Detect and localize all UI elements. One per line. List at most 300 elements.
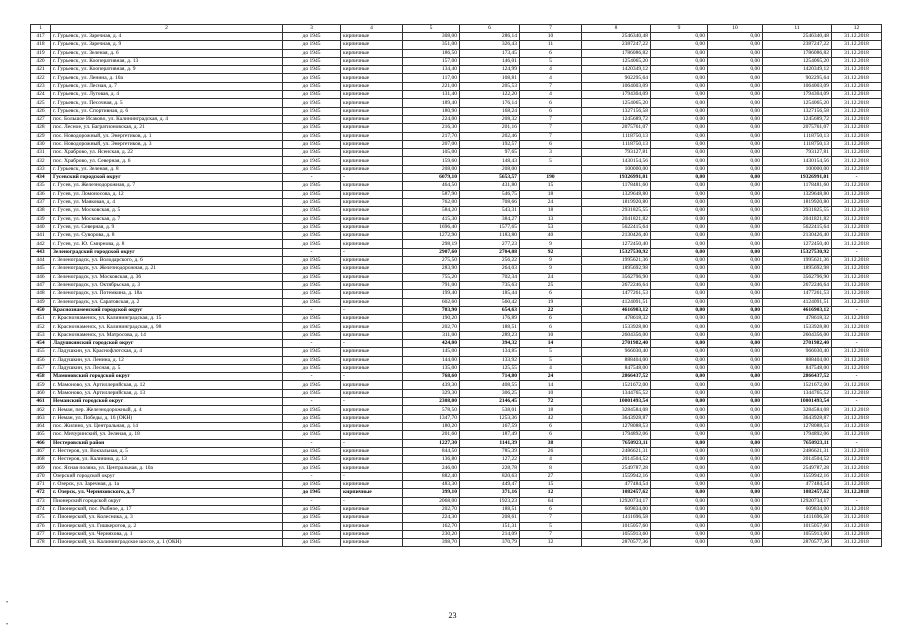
- table-row: [31, 356, 882, 364]
- table-cell: 450: [31, 306, 51, 314]
- table-cell: г. Гурьевск, ул. Зеленая, д. 8: [51, 165, 283, 173]
- table-cell: 24: [520, 273, 582, 281]
- table-cell: 464: [31, 422, 51, 430]
- table-cell: 0,00: [651, 505, 708, 513]
- table-cell: до 1945: [283, 406, 341, 414]
- table-cell: 146,01: [460, 57, 520, 65]
- table-cell: г. Зеленоградск, ул. Володарского, д. 6: [51, 257, 283, 265]
- table-cell: 1794304,09: [582, 91, 651, 99]
- table-cell: 768,60: [403, 373, 460, 381]
- table-cell: кирпичные: [341, 389, 403, 397]
- table-row: [31, 281, 882, 289]
- table-cell: до 1945: [283, 414, 341, 422]
- table-cell: 0,00: [708, 398, 763, 406]
- table-cell: кирпичные: [341, 323, 403, 331]
- table-cell: 0,00: [651, 207, 708, 215]
- table-cell: 351,00: [403, 41, 460, 49]
- table-row: [31, 464, 882, 472]
- table-cell: кирпичные: [341, 57, 403, 65]
- table-cell: 12: [520, 539, 582, 547]
- table-cell: 0,00: [651, 530, 708, 538]
- table-cell: 5: [520, 356, 582, 364]
- table-cell: 1118750,13: [763, 140, 832, 148]
- group-row: [31, 306, 882, 314]
- table-cell: 7: [520, 115, 582, 123]
- table-cell: 31.12.2018: [832, 505, 882, 513]
- table-row: [31, 107, 882, 115]
- table-row: [31, 232, 882, 240]
- table-cell: до 1945: [283, 149, 341, 157]
- table-cell: 714,80: [460, 373, 520, 381]
- table-cell: до 1945: [283, 190, 341, 198]
- table-cell: 31.12.2018: [832, 157, 882, 165]
- table-cell: 0,00: [708, 505, 763, 513]
- table-cell: 0,00: [708, 140, 763, 148]
- table-cell: -: [832, 248, 882, 256]
- table-cell: Ладушкинский городской округ: [51, 339, 283, 347]
- table-cell: 31.12.2018: [832, 240, 882, 248]
- table-cell: -: [283, 439, 341, 447]
- table-cell: кирпичные: [341, 157, 403, 165]
- table-cell: до 1945: [283, 356, 341, 364]
- table-cell: 431,80: [460, 182, 520, 190]
- table-cell: 1254065,20: [582, 99, 651, 107]
- table-cell: 31.12.2018: [832, 41, 882, 49]
- table-cell: 0,00: [651, 439, 708, 447]
- table-cell: 31.12.2018: [832, 539, 882, 547]
- table-cell: пос. Жилино, ул. Центральная, д. 14: [51, 422, 283, 430]
- table-cell: г. Краснознаменск, ул. Матросова, д. 14: [51, 331, 283, 339]
- table-cell: кирпичные: [341, 257, 403, 265]
- table-cell: кирпичные: [341, 140, 403, 148]
- table-cell: 472: [31, 489, 51, 497]
- table-cell: Краснознаменский городской округ: [51, 306, 283, 314]
- table-cell: 0,00: [708, 33, 763, 41]
- table-cell: 4: [520, 74, 582, 82]
- table-cell: 0,00: [708, 373, 763, 381]
- table-row: [31, 49, 882, 57]
- table-cell: 847548,00: [763, 364, 832, 372]
- table-cell: 398,70: [403, 539, 460, 547]
- table-cell: 371,16: [460, 489, 520, 497]
- table-cell: 1477261,53: [582, 290, 651, 298]
- table-cell: 2870577,36: [763, 539, 832, 547]
- table-cell: 1118750,13: [582, 140, 651, 148]
- table-cell: 1696,40: [403, 223, 460, 231]
- table-cell: до 1945: [283, 447, 341, 455]
- table-cell: 0,00: [651, 74, 708, 82]
- group-row: [31, 398, 882, 406]
- table-cell: 0,00: [651, 265, 708, 273]
- table-cell: 1245689,72: [763, 115, 832, 123]
- table-cell: до 1945: [283, 298, 341, 306]
- table-cell: 5653,57: [460, 174, 520, 182]
- page-number: 23: [448, 611, 457, 620]
- table-cell: 0,00: [651, 82, 708, 90]
- table-cell: 125,55: [460, 364, 520, 372]
- table-cell: 186,50: [403, 49, 460, 57]
- table-cell: 560,42: [460, 298, 520, 306]
- table-cell: 1178481,60: [763, 182, 832, 190]
- table-cell: до 1945: [283, 182, 341, 190]
- table-cell: 15: [520, 481, 582, 489]
- table-row: [31, 190, 882, 198]
- table-cell: 0,00: [708, 182, 763, 190]
- table-cell: 0,00: [708, 190, 763, 198]
- table-cell: 1329648,80: [582, 190, 651, 198]
- table-cell: 0,00: [708, 273, 763, 281]
- table-cell: до 1945: [283, 232, 341, 240]
- table-row: [31, 57, 882, 65]
- table-cell: 22: [520, 306, 582, 314]
- table-cell: 10: [520, 33, 582, 41]
- table-cell: г. Гусев, ул. Ломоносова, д. 12: [51, 190, 283, 198]
- table-cell: кирпичные: [341, 190, 403, 198]
- table-cell: 458: [31, 373, 51, 381]
- table-cell: кирпичные: [341, 348, 403, 356]
- table-row: [31, 348, 882, 356]
- table-cell: кирпичные: [341, 232, 403, 240]
- table-cell: г. Гусев, ул. Московская, д. 5: [51, 207, 283, 215]
- table-cell: до 1945: [283, 331, 341, 339]
- table-cell: 31.12.2018: [832, 472, 882, 480]
- table-cell: кирпичные: [341, 381, 403, 389]
- table-row: [31, 265, 882, 273]
- table-cell: пос. Новодорожный, ул. Энергетиков, д. 1: [51, 132, 283, 140]
- table-cell: 5622415,64: [763, 223, 832, 231]
- table-cell: 18: [520, 190, 582, 198]
- table-cell: 31.12.2018: [832, 57, 882, 65]
- table-cell: 1082457,62: [582, 489, 651, 497]
- table-cell: -: [283, 306, 341, 314]
- table-cell: 0,00: [708, 198, 763, 206]
- table-cell: 0,00: [651, 66, 708, 74]
- table-cell: 2672246,64: [582, 281, 651, 289]
- table-cell: 902295,64: [763, 74, 832, 82]
- table-cell: г. Краснознаменск, ул. Калининградская, д. 98: [51, 323, 283, 331]
- table-cell: до 1945: [283, 431, 341, 439]
- table-row: [31, 456, 882, 464]
- table-cell: до 1945: [283, 33, 341, 41]
- table-cell: 1118750,13: [763, 132, 832, 140]
- table-cell: 0,00: [708, 57, 763, 65]
- table-cell: 463: [31, 414, 51, 422]
- table-cell: 31.12.2018: [832, 331, 882, 339]
- table-cell: 0,00: [651, 165, 708, 173]
- table-cell: 477484,54: [582, 481, 651, 489]
- table-cell: г. Гурьевск, ул. Лесная, д. 7: [51, 82, 283, 90]
- table-cell: 53: [520, 223, 582, 231]
- table-cell: 0,00: [708, 207, 763, 215]
- table-cell: 15: [520, 182, 582, 190]
- table-cell: 105,00: [403, 149, 460, 157]
- table-cell: 1272,90: [403, 232, 460, 240]
- table-cell: 31.12.2018: [832, 198, 882, 206]
- table-cell: до 1945: [283, 273, 341, 281]
- table-cell: 0,00: [708, 464, 763, 472]
- table-row: [31, 91, 882, 99]
- table-cell: 190,20: [403, 315, 460, 323]
- table-cell: 457: [31, 364, 51, 372]
- table-cell: 2672246,64: [763, 281, 832, 289]
- table-cell: 1794892,06: [763, 431, 832, 439]
- table-cell: 1895692,98: [582, 265, 651, 273]
- table-cell: 888404,00: [763, 356, 832, 364]
- table-cell: 0,00: [651, 389, 708, 397]
- table-cell: 1895692,98: [763, 265, 832, 273]
- table-cell: 0,00: [651, 132, 708, 140]
- table-cell: 27: [520, 472, 582, 480]
- column-header: 10: [708, 25, 763, 33]
- table-cell: до 1945: [283, 315, 341, 323]
- table-cell: до 1945: [283, 422, 341, 430]
- table-cell: 31.12.2018: [832, 257, 882, 265]
- table-cell: 477: [31, 530, 51, 538]
- table-cell: 1559942,16: [763, 472, 832, 480]
- table-cell: кирпичные: [341, 107, 403, 115]
- table-cell: 449,47: [460, 481, 520, 489]
- table-cell: 0,00: [651, 323, 708, 331]
- table-cell: кирпичные: [341, 49, 403, 57]
- table-cell: 703,90: [403, 306, 460, 314]
- table-row: [31, 132, 882, 140]
- table-cell: 0,00: [651, 447, 708, 455]
- table-cell: кирпичные: [341, 99, 403, 107]
- table-cell: 1327156,58: [582, 107, 651, 115]
- table-cell: 31.12.2018: [832, 422, 882, 430]
- table-row: [31, 331, 882, 339]
- table-cell: 2701982,40: [763, 339, 832, 347]
- table-cell: 31.12.2018: [832, 315, 882, 323]
- table-cell: 14: [520, 339, 582, 347]
- table-cell: до 1945: [283, 74, 341, 82]
- table-cell: 0,00: [708, 315, 763, 323]
- table-cell: 0,00: [651, 281, 708, 289]
- table-cell: 1253,36: [460, 414, 520, 422]
- table-cell: 162,70: [403, 522, 460, 530]
- table-row: [31, 33, 882, 41]
- table-cell: 1278088,53: [763, 422, 832, 430]
- table-cell: 0,00: [651, 315, 708, 323]
- table-cell: 19326991,01: [582, 174, 651, 182]
- table-cell: 31.12.2018: [832, 66, 882, 74]
- table-cell: 0,00: [708, 281, 763, 289]
- table-cell: 1254065,20: [763, 99, 832, 107]
- table-cell: кирпичные: [341, 447, 403, 455]
- table-cell: 31.12.2018: [832, 132, 882, 140]
- table-row: [31, 406, 882, 414]
- table-cell: 0,00: [708, 539, 763, 547]
- table-cell: кирпичные: [341, 33, 403, 41]
- table-row: [31, 323, 882, 331]
- table-cell: 1278088,53: [582, 422, 651, 430]
- table-cell: 459: [31, 381, 51, 389]
- table-cell: 882,40: [403, 472, 460, 480]
- table-cell: Неманский городской округ: [51, 398, 283, 406]
- table-cell: 0,00: [651, 248, 708, 256]
- table-cell: 2704,08: [460, 248, 520, 256]
- table-cell: 1533928,80: [763, 323, 832, 331]
- table-cell: г. Ладушкин, ул. Лесная, д. 5: [51, 364, 283, 372]
- table-cell: 127,22: [460, 456, 520, 464]
- table-cell: 468: [31, 456, 51, 464]
- table-row: [31, 140, 882, 148]
- table-cell: 1819920,80: [763, 198, 832, 206]
- table-cell: 15327530,92: [582, 248, 651, 256]
- table-cell: 11: [520, 41, 582, 49]
- table-cell: 31.12.2018: [832, 364, 882, 372]
- table-cell: 0,00: [708, 257, 763, 265]
- table-cell: 25: [520, 281, 582, 289]
- table-cell: 230,20: [403, 530, 460, 538]
- table-cell: 478618,32: [763, 315, 832, 323]
- table-cell: 448: [31, 290, 51, 298]
- table-cell: 0,00: [708, 306, 763, 314]
- table-cell: кирпичные: [341, 356, 403, 364]
- table-cell: 24: [520, 373, 582, 381]
- table-cell: -: [283, 339, 341, 347]
- table-cell: 7650923,11: [582, 439, 651, 447]
- table-cell: 2866437,52: [763, 373, 832, 381]
- table-cell: г. Гурьевск, ул. Заречная, д. 9: [51, 41, 283, 49]
- table-cell: 277,23: [460, 240, 520, 248]
- table-cell: 0,00: [651, 124, 708, 132]
- table-cell: 2486621,31: [582, 447, 651, 455]
- table-cell: г. Пионерский, ул. Гишкеротов, д. 2: [51, 522, 283, 530]
- table-cell: 173,45: [460, 49, 520, 57]
- table-cell: 2075761,07: [763, 124, 832, 132]
- table-cell: 202,70: [403, 323, 460, 331]
- table-cell: 0,00: [651, 232, 708, 240]
- table-cell: 5: [520, 348, 582, 356]
- table-cell: 1347,70: [403, 414, 460, 422]
- table-cell: 0,00: [708, 381, 763, 389]
- table-cell: 224,30: [403, 514, 460, 522]
- table-cell: 0,00: [708, 389, 763, 397]
- table-cell: 443: [31, 248, 51, 256]
- table-cell: 0,00: [651, 290, 708, 298]
- table-cell: 283,90: [403, 265, 460, 273]
- table-cell: до 1945: [283, 215, 341, 223]
- table-cell: 0,00: [651, 157, 708, 165]
- table-cell: 7650923,11: [763, 439, 832, 447]
- table-cell: пос. Мичуринский, ул. Зеленая, д. 18: [51, 431, 283, 439]
- table-cell: 0,00: [651, 91, 708, 99]
- table-row: [31, 530, 882, 538]
- table-cell: 31.12.2018: [832, 115, 882, 123]
- table-cell: до 1945: [283, 530, 341, 538]
- table-cell: 2387247,22: [763, 41, 832, 49]
- table-cell: -: [283, 248, 341, 256]
- table-cell: 15327530,92: [763, 248, 832, 256]
- table-cell: 0,00: [651, 373, 708, 381]
- table-cell: до 1945: [283, 198, 341, 206]
- table-cell: 0,00: [708, 49, 763, 57]
- table-cell: до 1945: [283, 41, 341, 49]
- table-cell: 1178481,60: [582, 182, 651, 190]
- table-cell: г. Пионерский, пос. Рыбное, д. 17: [51, 505, 283, 513]
- table-row: [31, 66, 882, 74]
- table-cell: 478618,32: [582, 315, 651, 323]
- table-cell: 10001493,54: [582, 398, 651, 406]
- table-cell: до 1945: [283, 323, 341, 331]
- table-cell: 430: [31, 140, 51, 148]
- table-cell: г. Гурьевск, ул. Ленина, д. 10а: [51, 74, 283, 82]
- table-cell: 0,00: [651, 99, 708, 107]
- table-cell: 966030,40: [763, 348, 832, 356]
- table-cell: 0,00: [708, 431, 763, 439]
- table-cell: кирпичные: [341, 298, 403, 306]
- margin-mark: •: [6, 600, 9, 606]
- table-cell: до 1945: [283, 281, 341, 289]
- table-cell: 0,00: [708, 472, 763, 480]
- table-cell: 3284584,08: [763, 406, 832, 414]
- column-header: 12: [832, 25, 882, 33]
- table-cell: 420: [31, 57, 51, 65]
- table-cell: 4: [520, 364, 582, 372]
- table-cell: 188,51: [460, 323, 520, 331]
- table-cell: 455: [31, 348, 51, 356]
- table-cell: до 1945: [283, 522, 341, 530]
- table-cell: 446: [31, 273, 51, 281]
- table-cell: 289,23: [460, 331, 520, 339]
- table-cell: 2546340,48: [763, 33, 832, 41]
- table-cell: г. Ладушкин, ул. Ленина, д. 12: [51, 356, 283, 364]
- table-cell: 0,00: [708, 41, 763, 49]
- table-cell: 31.12.2018: [832, 356, 882, 364]
- table-cell: 785,39: [460, 447, 520, 455]
- table-cell: 1245689,72: [582, 115, 651, 123]
- table-cell: 31.12.2018: [832, 298, 882, 306]
- table-cell: 217,70: [403, 132, 460, 140]
- table-cell: 456: [31, 356, 51, 364]
- table-cell: 3643928,87: [763, 414, 832, 422]
- table-cell: 0,00: [651, 257, 708, 265]
- table-cell: 108,81: [460, 74, 520, 82]
- table-cell: 202,70: [403, 505, 460, 513]
- table-cell: 224,00: [403, 115, 460, 123]
- table-cell: кирпичные: [341, 149, 403, 157]
- table-cell: 157,00: [403, 57, 460, 65]
- table-cell: 429: [31, 132, 51, 140]
- table-cell: 31.12.2018: [832, 431, 882, 439]
- group-row: [31, 174, 882, 182]
- table-row: [31, 115, 882, 123]
- table-row: [31, 182, 882, 190]
- column-header: 11: [763, 25, 832, 33]
- table-cell: 14: [520, 381, 582, 389]
- table-cell: 7: [520, 132, 582, 140]
- table-row: [31, 505, 882, 513]
- table-cell: 0,00: [708, 248, 763, 256]
- group-row: [31, 489, 882, 497]
- table-cell: 1118750,13: [582, 132, 651, 140]
- table-cell: 31.12.2018: [832, 91, 882, 99]
- table-cell: 199,40: [403, 290, 460, 298]
- table-cell: 0,00: [651, 273, 708, 281]
- table-cell: пос. Храброво, ул. Северная, д. 6: [51, 157, 283, 165]
- table-cell: г. Гусев, ул. Московская, д. 7: [51, 215, 283, 223]
- table-cell: до 1945: [283, 464, 341, 472]
- table-cell: 31.12.2018: [832, 49, 882, 57]
- table-cell: 0,00: [651, 464, 708, 472]
- column-header: 5: [403, 25, 460, 33]
- table-cell: 465: [31, 431, 51, 439]
- table-row: [31, 389, 882, 397]
- table-row: [31, 315, 882, 323]
- table-cell: 3643928,87: [582, 414, 651, 422]
- table-cell: г. Озерск, ул. Черняховского, д. 7: [51, 489, 283, 497]
